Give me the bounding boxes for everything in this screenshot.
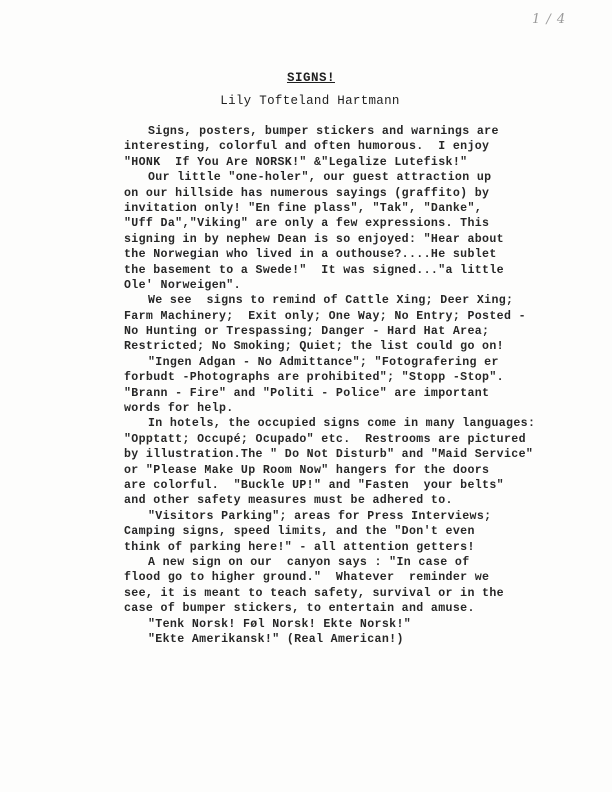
text-line: "Ingen Adgan - No Admittance"; "Fotografering er <box>148 355 499 369</box>
text-line: or "Please Make Up Room Now" hangers for the doors <box>124 463 490 477</box>
text-line: invitation only! "En fine plass", "Tak", "Danke", <box>124 201 483 215</box>
text-line: No Hunting or Trespassing; Danger - Hard Hat Area; <box>124 325 490 339</box>
text-line: Farm Machinery; Exit only; One Way; No Entry; Posted - <box>124 309 526 323</box>
text-line: "Ekte Amerikansk!" (Real American!) <box>148 632 404 646</box>
text-line: words for help. <box>124 402 234 416</box>
text-line: by illustration.The " Do Not Disturb" and "Maid Service" <box>124 448 534 462</box>
text-line: "Tenk Norsk! Føl Norsk! Ekte Norsk!" <box>148 617 412 631</box>
text-line: "Opptatt; Occupé; Ocupado" etc. Restrooms are pictured <box>124 432 526 446</box>
author-name: Lily Tofteland Hartmann <box>220 94 400 108</box>
text-line: see, it is meant to teach safety, survival or in the <box>124 586 504 600</box>
document-title: SIGNS! <box>286 71 335 85</box>
text-line: are colorful. "Buckle UP!" and "Fasten your belts" <box>124 478 504 492</box>
text-line: on our hillside has numerous sayings (graffito) by <box>124 186 490 200</box>
text-line: "Uff Da","Viking" are only a few expressions. This <box>124 217 490 231</box>
text-line: Ole' Norweigen". <box>124 278 241 292</box>
text-line: In hotels, the occupied signs come in many languages: <box>148 417 536 431</box>
text-line: signing in by nephew Dean is so enjoyed: "Hear about <box>124 232 504 246</box>
text-line: flood go to higher ground." Whatever reminder we <box>124 571 490 585</box>
text-line: interesting, colorful and often humorous. I enjoy <box>124 140 490 154</box>
text-line: the basement to a Swede!" It was signed..."a little <box>124 263 504 277</box>
text-line: and other safety measures must be adhered to. <box>124 494 453 508</box>
text-line: "HONK If You Are NORSK!" &"Legalize Lutefisk!" <box>124 155 468 169</box>
text-line: Restricted; No Smoking; Quiet; the list could go on! <box>124 340 504 354</box>
text-line: Our little "one-holer", our guest attraction up <box>148 171 492 185</box>
page-number: 1 / 4 <box>532 12 567 27</box>
text-line: the Norwegian who lived in a outhouse?....He sublet <box>124 248 497 262</box>
text-line: think of parking here!" - all attention getters! <box>124 540 475 554</box>
text-line: forbudt -Photographs are prohibited"; "Stopp -Stop". <box>124 371 504 385</box>
body-text <box>124 124 564 647</box>
text-line: "Visitors Parking"; areas for Press Interviews; <box>148 509 492 523</box>
text-line: case of bumper stickers, to entertain and amuse. <box>124 602 475 616</box>
text-line: We see signs to remind of Cattle Xing; Deer Xing; <box>148 294 514 308</box>
text-line: A new sign on our canyon says : "In case of <box>148 555 470 569</box>
text-line: Camping signs, speed limits, and the "Don't even <box>124 525 475 539</box>
text-line: Signs, posters, bumper stickers and warnings are <box>148 125 499 138</box>
text-line: "Brann - Fire" and "Politi - Police" are important <box>124 386 490 400</box>
